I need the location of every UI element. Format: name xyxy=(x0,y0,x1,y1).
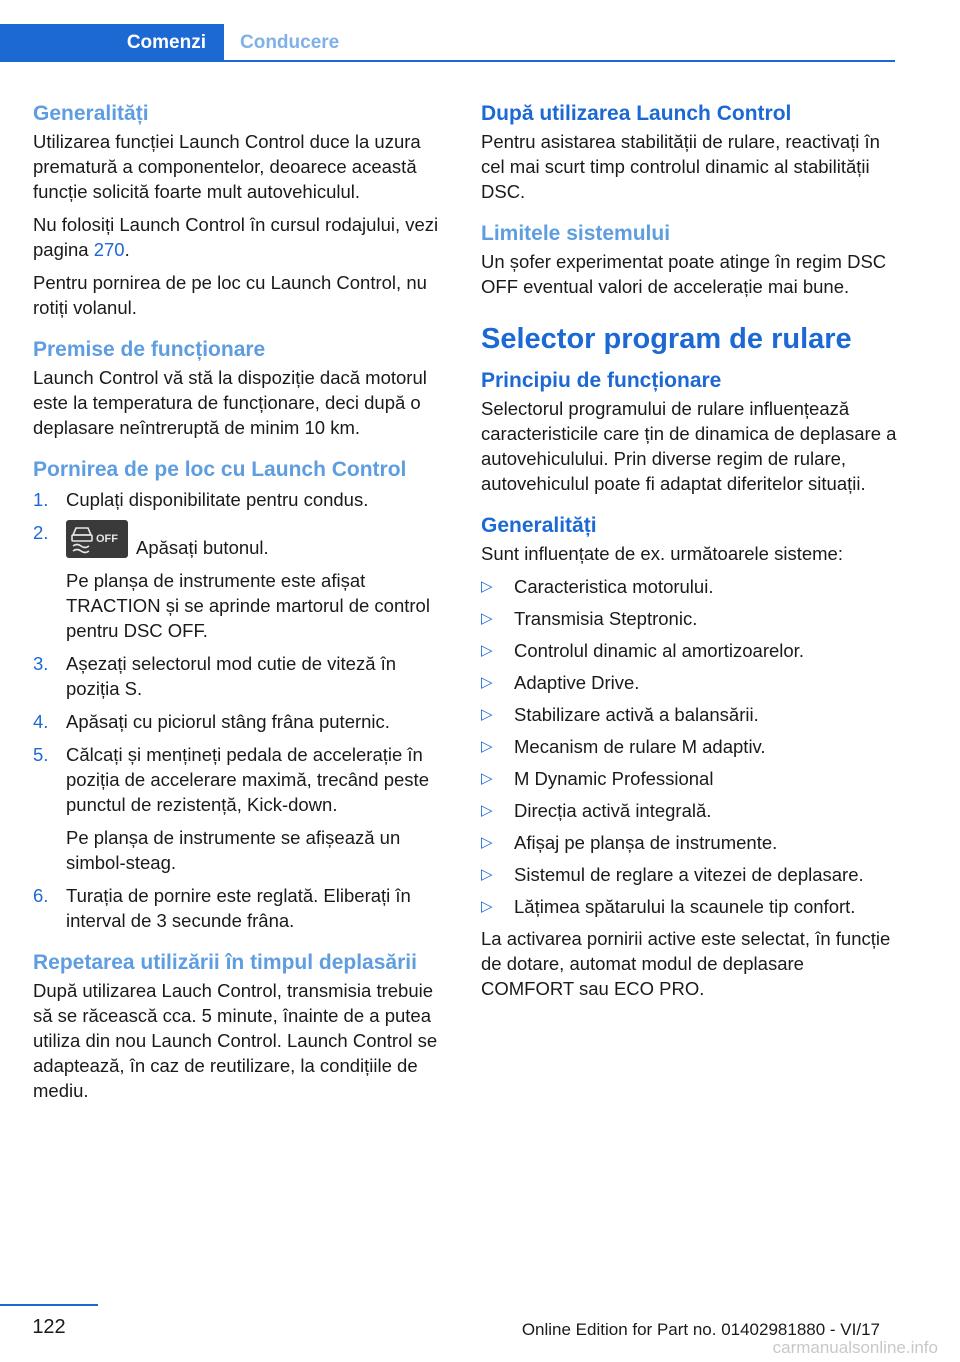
paragraph-premise: Launch Control vă stă la dispoziție dacă motorul este la temperatura de funcționare, deci după o deplasare neîntreruptă de minim 10 km. xyxy=(33,367,427,438)
list-item xyxy=(481,894,899,919)
step-number: 3. xyxy=(33,653,49,674)
tab-conducere[interactable]: Conducere xyxy=(240,32,340,53)
right-column xyxy=(481,100,899,1009)
paragraph-wear: Utilizarea funcției Launch Control duce la uzura prematură a componentelor, deoarece această funcție solicită foarte mult autovehiculul. xyxy=(33,131,421,202)
step-number: 2. xyxy=(33,522,49,543)
bullet-text: Afișaj pe planșa de instrumente. xyxy=(514,832,778,853)
list-item xyxy=(481,830,899,855)
paragraph-rodaj xyxy=(33,212,451,262)
step-number: 4. xyxy=(33,711,49,732)
watermark: carmanualsonline.info xyxy=(772,1338,938,1357)
heading-generalitati-2: Generalități xyxy=(481,514,597,537)
dsc-off-label: OFF xyxy=(96,533,118,545)
list-item xyxy=(33,651,451,701)
paragraph-repetare: După utilizarea Lauch Control, transmisia trebuie să se răcească cca. 5 minute, înainte de a putea utiliza din nou Launch Control. Launch Control se adaptează, în caz de reutilizare, la condițiile de mediu. xyxy=(33,980,438,1101)
list-item xyxy=(481,606,899,631)
heading-generalitati: Generalități xyxy=(33,102,149,125)
bullet-text: Lățimea spătarului la scaunele tip confort. xyxy=(514,896,856,917)
bullet-text: Mecanism de rulare M adaptiv. xyxy=(514,736,766,757)
dsc-off-button-icon xyxy=(66,520,128,558)
step-number: 6. xyxy=(33,885,49,906)
heading-principiu: Principiu de funcționare xyxy=(481,369,722,392)
paragraph-principiu: Selectorul programului de rulare influențează caracteristicile care țin de dinamica de deplasare a autovehiculului. Prin diverse regim de rulare, autovehiculul poate fi adaptat diferitelor situații. xyxy=(481,398,897,494)
paragraph-dsc: Pentru asistarea stabilității de rulare, reactivați în cel mai scurt timp controlul dinamic al stabilității DSC. xyxy=(481,131,880,202)
list-item xyxy=(481,766,899,791)
heading-dupa-utilizare: După utilizarea Launch Control xyxy=(481,102,792,125)
list-item xyxy=(481,670,899,695)
step-text: Apăsați cu piciorul stâng frâna puternic. xyxy=(66,711,390,732)
triangle-right-icon: ▷ xyxy=(481,866,493,883)
triangle-right-icon: ▷ xyxy=(481,642,493,659)
triangle-right-icon: ▷ xyxy=(481,578,493,595)
chapter-tab-bar xyxy=(0,24,895,62)
paragraph-limite: Un șofer experimentat poate atinge în regim DSC OFF eventual valori de accelerație mai bune. xyxy=(481,251,887,297)
list-item xyxy=(481,734,899,759)
heading-premise: Premise de funcționare xyxy=(33,338,266,361)
footer-rule xyxy=(0,1304,98,1306)
bullet-text: Caracteristica motorului. xyxy=(514,576,714,597)
tab-comenzi[interactable]: Comenzi xyxy=(0,24,224,62)
bullet-text: Controlul dinamic al amortizoarelor. xyxy=(514,640,804,661)
list-item xyxy=(481,798,899,823)
left-column xyxy=(33,100,451,1111)
paragraph-sisteme: Sunt influențate de ex. următoarele sisteme: xyxy=(481,543,843,564)
heading-limite: Limitele sistemului xyxy=(481,222,671,245)
list-item xyxy=(33,742,451,875)
step-subtext: Pe planșa de instrumente se afișează un simbol-steag. xyxy=(66,827,401,873)
systems-list xyxy=(481,574,899,919)
list-item xyxy=(481,574,899,599)
heading-selector-program: Selector program de rulare xyxy=(481,323,852,355)
bullet-text: Stabilizare activă a balansării. xyxy=(514,704,759,725)
step-number: 1. xyxy=(33,489,49,510)
step-text: Călcați și mențineți pedala de accelerație în poziția de accelerare maximă, trecând peste punctul de rezistență, Kick-down. xyxy=(66,744,429,815)
bullet-text: Transmisia Steptronic. xyxy=(514,608,698,629)
step-text: Cuplați disponibilitate pentru condus. xyxy=(66,489,369,510)
triangle-right-icon: ▷ xyxy=(481,802,493,819)
bullet-text: Direcția activă integrală. xyxy=(514,800,712,821)
heading-pornire: Pornirea de pe loc cu Launch Control xyxy=(33,458,407,481)
step-text: Apăsați butonul. xyxy=(136,537,269,558)
triangle-right-icon: ▷ xyxy=(481,898,493,915)
rodaj-text: Nu folosiți Launch Control în cursul rodajului, vezi pagina xyxy=(33,214,439,260)
bullet-text: Adaptive Drive. xyxy=(514,672,640,693)
list-item xyxy=(33,709,451,734)
list-item xyxy=(481,638,899,663)
list-item xyxy=(481,862,899,887)
list-item xyxy=(33,487,451,512)
list-item xyxy=(33,520,451,643)
list-item xyxy=(481,702,899,727)
triangle-right-icon: ▷ xyxy=(481,770,493,787)
step-number: 5. xyxy=(33,744,49,765)
edition-note: Online Edition for Part no. 01402981880 - VI/17 xyxy=(521,1320,880,1339)
page-number: 122 xyxy=(32,1316,66,1338)
triangle-right-icon: ▷ xyxy=(481,738,493,755)
page-link-270[interactable]: 270 xyxy=(93,239,125,260)
heading-repetare: Repetarea utilizării în timpul deplasării xyxy=(33,951,417,974)
triangle-right-icon: ▷ xyxy=(481,834,493,851)
list-item xyxy=(33,883,451,933)
step-subtext: Pe planșa de instrumente este afișat TRACTION și se aprinde martorul de control pentru DSC OFF. xyxy=(66,570,430,641)
triangle-right-icon: ▷ xyxy=(481,610,493,627)
step-text: Așezați selectorul mod cutie de viteză în poziția S. xyxy=(66,653,397,699)
step-text: Turația de pornire este reglată. Eliberați în interval de 3 secunde frâna. xyxy=(66,885,411,931)
rodaj-end: . xyxy=(124,239,130,260)
bullet-text: Sistemul de reglare a vitezei de deplasare. xyxy=(514,864,864,885)
triangle-right-icon: ▷ xyxy=(481,706,493,723)
paragraph-volan: Pentru pornirea de pe loc cu Launch Control, nu rotiți volanul. xyxy=(33,272,427,318)
triangle-right-icon: ▷ xyxy=(481,674,493,691)
steps-list xyxy=(33,487,451,933)
bullet-text: M Dynamic Professional xyxy=(514,768,714,789)
paragraph-activare: La activarea pornirii active este selectat, în funcție de dotare, automat modul de deplasare COMFORT sau ECO PRO. xyxy=(481,928,891,999)
